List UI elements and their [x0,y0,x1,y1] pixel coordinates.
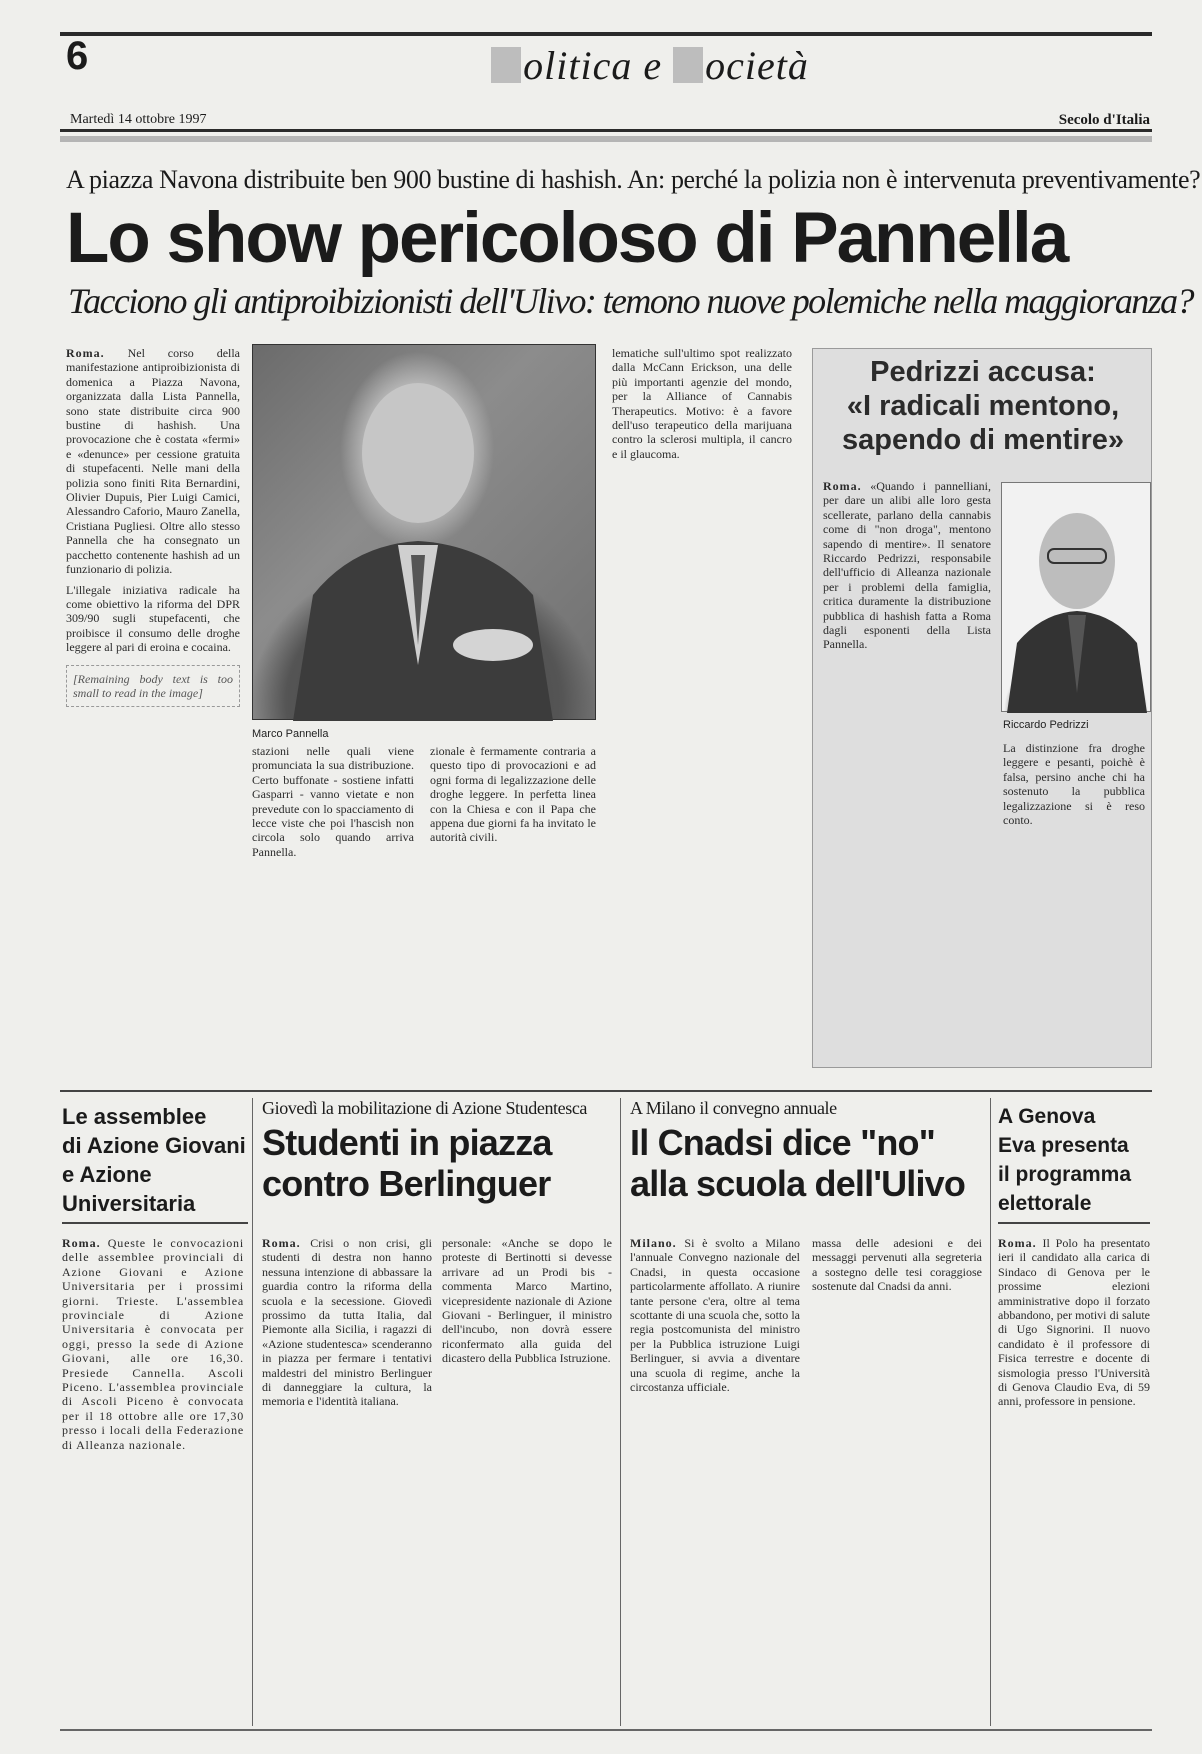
headline-line: alla scuola dell'Ulivo [630,1163,966,1204]
article-text: massa delle adesioni e dei messaggi pervenuti alla segreteria a sostegno delle tesi coraggiose sostenute dal Cnadsi da anni. [812,1236,982,1294]
article-text: La distinzione fra droghe leggere e pesanti, poichè è falsa, persino anche chi ha sostenuto la pubblica legalizzazione si è reso conto. [1003,741,1145,828]
section-initial-block [673,47,703,83]
dateline-lead: Roma. [62,1236,101,1250]
title-rule [998,1222,1150,1224]
title-line: A Genova [998,1105,1096,1128]
headline-line: Il Cnadsi dice "no" [630,1122,935,1163]
column-divider [620,1098,621,1726]
title-line: di Azione Giovani [62,1133,246,1158]
article-2-body-1 [262,1236,432,1726]
main-column-1 [66,346,240,1074]
section-initial-block [491,47,521,83]
article-2-headline [262,1122,612,1204]
masthead-top-rule [60,32,1152,36]
section-title-part-2: ocietà [705,43,809,88]
bottom-rule [60,1729,1152,1731]
dateline-lead: Roma. [998,1236,1037,1250]
title-rule [62,1222,248,1224]
portrait-silhouette [1002,483,1152,713]
photo-riccardo-pedrizzi [1001,482,1151,712]
column-divider [990,1098,991,1726]
column-divider [252,1098,253,1726]
title-line: e Azione [62,1162,152,1187]
article-text: Si è svolto a Milano l'annuale Convegno nazionale del Cnadsi, in questa occasione particolarmente affollato. A riunire tante persone c'era, oltre al tema scottante di una scuola che, sotto la regia postcomunista del ministro per la Pubblica istruzione Luigi Berlinguer, si avvia a diventare una scuola di regime, anche la circostanza ufficiale. [630,1236,800,1395]
article-4-body [998,1236,1150,1726]
title-line: elettorale [998,1192,1092,1215]
sidebar-title-line: «I radicali mentono, [846,390,1120,422]
main-kicker: A piazza Navona distribuite ben 900 bustine di hashish. An: perché la polizia non è intervenuta preventivamente? [66,165,1201,194]
article-text: zionale è fermamente contraria a questo tipo di provocazioni e ad ogni forma di legalizzazione delle droghe leggere. In perfetta linea con la Chiesa e con il Papa che appena due giorni fa ha invitato le autorità civili. [430,744,596,845]
headline-line: contro Berlinguer [262,1163,551,1204]
dateline-lead: Roma. [66,346,105,360]
article-text: stazioni nelle quali viene promunciata la sua distribuzione. Certo buffonate - sostiene infatti Gasparri - vanno vietate e non prevedute con lo spacciamento di lecce viste che poi l'hascish non circola solo quando arriva Pannella. [252,744,414,859]
main-headline: Lo show pericoloso di Pannella [66,199,1068,278]
article-text: lematiche sull'ultimo spot realizzato dalla McCann Erickson, una delle più importanti agenzie del mondo, per la Alliance of Cannabis Therapeutics. Motivo: è a favore dell'uso terapeutico della marijuana contro la sclerosi multipla, il cancro e il glaucoma. [612,346,792,461]
article-1-title [62,1102,248,1218]
article-text: Queste le convocazioni delle assemblee provinciali di Azione Giovani e Azione Universitaria per i prossimi giorni. Trieste. L'assemblea provinciale di Azione Universitaria è convocata per oggi, presso la sede di Azione Giovani, alle ore 16,30. Presiede Cannella. Ascoli Piceno. L'assemblea provinciale di Ascoli Piceno è convocata per il 18 ottobre alle ore 17,30 presso i locali della Federazione di Alleanza nazionale. [62,1236,244,1452]
sidebar-text-2 [1003,741,1145,1041]
newspaper-page [60,22,1201,1737]
dateline-lead: Milano. [630,1236,677,1250]
section-divider [60,1090,1152,1092]
main-subhead: Tacciono gli antiproibizionisti dell'Ulivo: temono nuove polemiche nella maggioranza? [68,281,1193,321]
sidebar-title-line: sapendo di mentire» [841,424,1124,456]
omitted-text-note: [Remaining body text is too small to read in the image] [66,665,240,708]
article-3-body-2 [812,1236,982,1726]
paper-name: Secolo d'Italia [1058,112,1150,128]
portrait-silhouette [253,345,597,721]
headline-line: Studenti in piazza [262,1122,552,1163]
section-title [440,42,860,89]
sidebar-text [823,479,991,1039]
article-4-title [998,1102,1152,1218]
article-1-body [62,1236,244,1726]
masthead-rule [60,129,1152,132]
title-line: il programma [998,1163,1132,1186]
section-title-part-1: olitica e [523,43,674,88]
photo-caption: Marco Pannella [252,728,329,740]
issue-date: Martedì 14 ottobre 1997 [70,112,207,127]
title-line: Universitaria [62,1191,196,1216]
dateline-lead: Roma. [823,479,862,493]
article-text: personale: «Anche se dopo le proteste di Bertinotti si devesse arrivare ad un Prodi bis - commenta Marco Martino, vicepresidente nazionale di Azione Giovani - Berlinguer, il ministro dell'incubo, non dovrà essere riconfermato alla guida del dicastero della Pubblica Istruzione. [442,1236,612,1366]
main-column-4 [612,346,792,1074]
sidebar-title [813,355,1153,457]
page-number: 6 [66,34,89,78]
article-text: Il Polo ha presentato ieri il candidato alla carica di Sindaco di Genova per le prossime elezioni amministrative dopo il forzato abbandono, per motivi di salute di Ugo Signorini. Il nuovo candidato è il professore di Fisica terrestre e docente di sismologia presso l'Università di Genova Claudio Eva, di 59 anni, professore in pensione. [998,1236,1150,1409]
dateline-lead: Roma. [262,1236,301,1250]
sidebar-title-line: Pedrizzi accusa: [870,356,1096,388]
article-text: L'illegale iniziativa radicale ha come obiettivo la riforma del DPR 309/90 sugli stupefacenti, che proibisce il consumo delle droghe leggere al pari di eroina e cocaina. [66,582,240,655]
main-column-2 [252,744,414,1074]
article-text: «Quando i pannelliani, per dare un alibi alle loro gesta scellerate, parlano della cannabis come di "non droga", mentono sapendo di mentire». Il senatore Riccardo Pedrizzi, responsabile dell'ufficio di Alleanza nazionale per i problemi della famiglia, critica duramente la distribuzione pubblica di hashish fatta a Roma dagli esponenti della Lista Pannella. [823,479,991,652]
photo-marco-pannella [252,344,596,720]
main-column-3 [430,744,596,1074]
article-3-kicker: A Milano il convegno annuale [630,1098,837,1118]
portrait-caption: Riccardo Pedrizzi [1003,719,1089,731]
article-2-body-2 [442,1236,612,1726]
article-3-headline [630,1122,986,1204]
article-2-kicker: Giovedì la mobilitazione di Azione Studentesca [262,1098,588,1118]
sidebar-box [812,348,1152,1068]
title-line: Eva presenta [998,1134,1129,1157]
article-text: Crisi o non crisi, gli studenti di destra non hanno nessuna intenzione di abbassare la guardia contro la riforma della scuola e la secessione. Giovedì prossimo da tutta Italia, dal Piemonte alla Sicilia, i ragazzi di «Azione studentesca» scenderanno in piazza per fermare i tentativi maldestri del ministro Berlinguer di danneggiare la cultura, la memoria e l'identità italiana. [262,1236,432,1409]
article-3-body-1 [630,1236,800,1726]
title-line: Le assemblee [62,1104,207,1129]
masthead-gray-band [60,136,1152,142]
article-text: Nel corso della manifestazione antiproibizionista di domenica a Piazza Navona, organizzata dalla Lista Pannella, sono state distribuite circa 900 bustine di hashish. Una provocazione che è costata «fermi» e «denunce» per cessione gratuita di stupefacenti. Nelle mani della polizia sono finiti Rita Bernardini, Olivier Dupuis, Pier Luigi Camici, Alessandro Caforio, Mauro Zanella, Cristiana Pugliesi. Oltre allo stesso Pannella che ha consegnato un pacchetto contenente hashish ad un funzionario di polizia. [66,346,240,577]
